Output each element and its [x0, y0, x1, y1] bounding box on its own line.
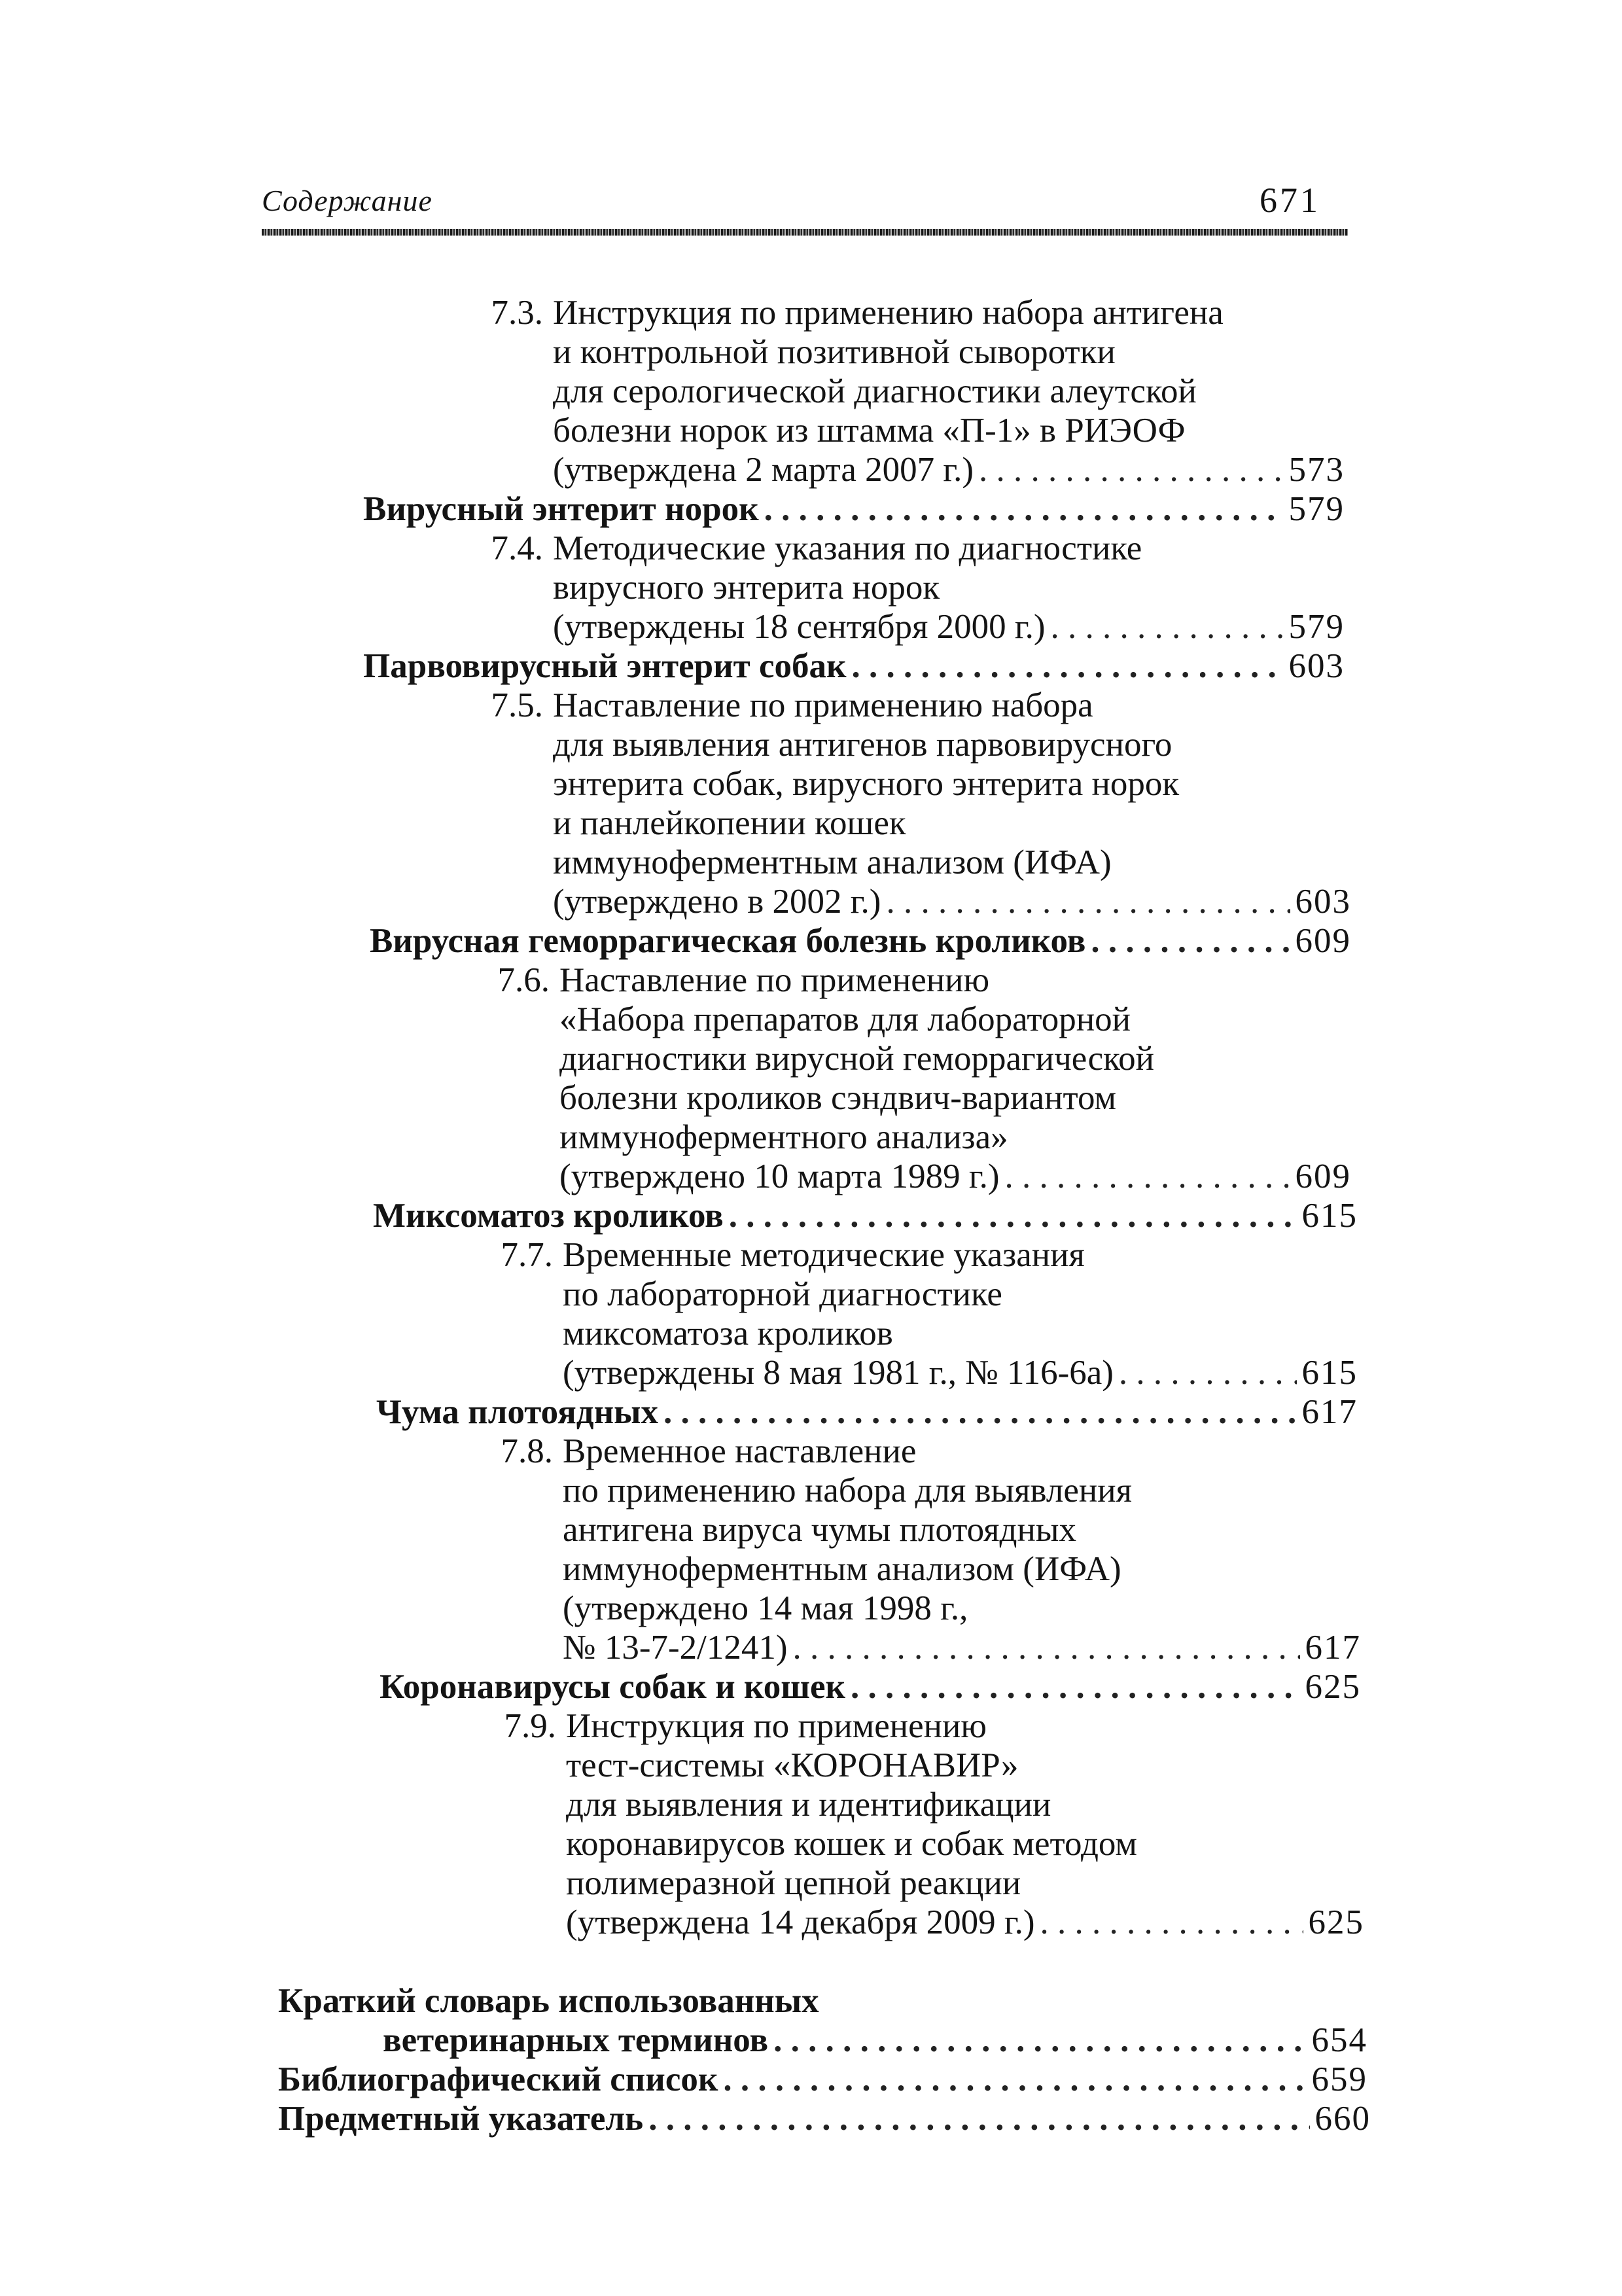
dot-leader	[1005, 1157, 1290, 1196]
toc-text-line: иммуноферментного анализа»	[559, 1118, 1008, 1156]
toc-text-line: полимеразной цепной реакции	[566, 1864, 1021, 1902]
toc-text-line: тест-системы «КОРОНАВИР»	[566, 1746, 1019, 1784]
toc-heading-text: Парвовирусный энтерит собак	[363, 647, 847, 685]
page-number: 671	[1260, 181, 1320, 220]
toc-text-line: иммуноферментным анализом (ИФА)	[553, 843, 1112, 881]
running-header-title: Содержание	[262, 184, 432, 217]
dot-leader	[1091, 921, 1290, 961]
dot-leader	[773, 2021, 1306, 2060]
toc-entry-text: (утверждена 14 декабря 2009 г.)	[566, 1903, 1035, 1941]
toc-text-line: коронавирусов кошек и собак методом	[566, 1825, 1137, 1863]
dot-leader	[852, 646, 1284, 686]
toc-page-ref: 579	[1288, 490, 1345, 528]
toc-heading-parvo-dogs[interactable]	[363, 646, 1345, 686]
toc-entry-text: (утверждены 8 мая 1981 г., № 116-6а)	[563, 1354, 1114, 1392]
section-number: 7.4.	[491, 529, 543, 567]
toc-heading-text: Вирусный энтерит норок	[363, 490, 759, 528]
toc-text-line: по лабораторной диагностике	[563, 1275, 1002, 1313]
section-number: 7.9.	[504, 1707, 556, 1745]
toc-page-ref: 654	[1311, 2021, 1367, 2059]
toc-text-line: (утверждено 14 мая 1998 г.,	[563, 1589, 968, 1627]
toc-text-line: антигена вируса чумы плотоядных	[563, 1511, 1076, 1549]
toc-text-line: «Набора препаратов для лабораторной	[559, 1000, 1131, 1038]
toc-entry-7-7[interactable]	[563, 1353, 1358, 1392]
toc-page-ref: 603	[1295, 883, 1351, 921]
toc-heading-mink-enteritis[interactable]	[363, 489, 1345, 529]
toc-page-ref: 617	[1301, 1393, 1358, 1431]
toc-text-line: по применению набора для выявления	[563, 1472, 1132, 1510]
dot-leader	[886, 882, 1290, 921]
dot-leader	[663, 1392, 1297, 1432]
dot-leader	[729, 1196, 1297, 1235]
toc-page-ref: 609	[1295, 1157, 1351, 1195]
toc-heading-text: ветеринарных терминов	[383, 2021, 769, 2059]
toc-entry-text: (утверждено 10 марта 1989 г.)	[559, 1157, 1000, 1195]
toc-text-line: болезни кроликов сэндвич-вариантом	[559, 1079, 1117, 1117]
toc-heading-rabbit-hemorrhagic[interactable]	[370, 921, 1351, 961]
toc-entry-text: (утверждена 2 марта 2007 г.)	[553, 451, 974, 489]
toc-page-ref: 660	[1314, 2100, 1371, 2138]
toc-entry-index[interactable]	[278, 2099, 1371, 2138]
toc-entry-7-3[interactable]	[553, 450, 1345, 489]
dot-leader	[648, 2099, 1309, 2138]
section-number: 7.3.	[491, 294, 543, 332]
section-number: 7.8.	[501, 1432, 553, 1470]
toc-page-ref: 617	[1305, 1629, 1361, 1667]
toc-glossary-line1: Краткий словарь использованных	[278, 1982, 819, 2020]
toc-entry-7-9[interactable]	[566, 1903, 1364, 1942]
toc-page-ref: 615	[1301, 1354, 1358, 1392]
toc-page-ref: 659	[1311, 2060, 1367, 2098]
toc-text-line: миксоматоза кроликов	[563, 1315, 893, 1352]
toc-text-line: Наставление по применению	[559, 961, 990, 999]
toc-text-line: Наставление по применению набора	[553, 686, 1093, 724]
toc-text-line: диагностики вирусной геморрагической	[559, 1040, 1155, 1078]
dot-leader	[764, 489, 1284, 529]
toc-text-line: Инструкция по применению	[566, 1707, 987, 1745]
toc-heading-text: Миксоматоз кроликов	[373, 1197, 724, 1235]
toc-entry-7-4[interactable]	[553, 607, 1345, 646]
toc-page-ref: 625	[1308, 1903, 1364, 1941]
toc-text-line: и контрольной позитивной сыворотки	[553, 333, 1116, 371]
toc-heading-text: Чума плотоядных	[376, 1393, 658, 1431]
dot-leader	[1119, 1353, 1297, 1392]
toc-text-line: для выявления антигенов парвовирусного	[553, 726, 1172, 764]
toc-entry-7-8[interactable]	[563, 1628, 1361, 1667]
toc-entry-text: (утверждено в 2002 г.)	[553, 883, 881, 921]
dot-leader	[979, 450, 1283, 489]
toc-heading-text: Вирусная геморрагическая болезнь кроликов	[370, 922, 1086, 960]
toc-text-line: Методические указания по диагностике	[553, 529, 1142, 567]
toc-text-line: для серологической диагностики алеутской	[553, 372, 1197, 410]
toc-entry-glossary[interactable]	[383, 2021, 1367, 2060]
toc-entry-text: № 13-7-2/1241)	[563, 1629, 788, 1667]
dot-leader	[723, 2060, 1306, 2099]
toc-text-line: болезни норок из штамма «П-1» в РИЭОФ	[553, 412, 1186, 450]
toc-entry-bibliography[interactable]	[278, 2060, 1367, 2099]
toc-text-line: вирусного энтерита норок	[553, 569, 940, 607]
toc-text-line: Временные методические указания	[563, 1236, 1085, 1274]
toc-text-line: энтерита собак, вирусного энтерита норок	[553, 765, 1180, 803]
toc-page-ref: 609	[1295, 922, 1351, 960]
toc-page-ref: 625	[1305, 1668, 1361, 1706]
toc-page-ref: 615	[1301, 1197, 1358, 1235]
dot-leader	[851, 1667, 1299, 1706]
section-number: 7.5.	[491, 686, 543, 724]
toc-text-line: Инструкция по применению набора антигена	[553, 294, 1224, 332]
toc-entry-7-6[interactable]	[559, 1157, 1351, 1196]
toc-text-line: для выявления и идентификации	[566, 1786, 1051, 1824]
section-number: 7.7.	[501, 1236, 553, 1274]
toc-text-line: иммуноферментным анализом (ИФА)	[563, 1550, 1121, 1588]
toc-heading-text: Предметный указатель	[278, 2100, 644, 2138]
dot-leader	[1051, 607, 1284, 646]
toc-heading-text: Коронавирусы собак и кошек	[379, 1668, 846, 1706]
dot-leader	[1040, 1903, 1303, 1942]
toc-page-ref: 573	[1288, 451, 1345, 489]
toc-heading-corona[interactable]	[379, 1667, 1361, 1706]
toc-heading-myxomatosis[interactable]	[373, 1196, 1358, 1235]
toc-heading-distemper[interactable]	[376, 1392, 1358, 1432]
toc-heading-text: Библиографический список	[278, 2060, 718, 2098]
toc-entry-text: (утверждены 18 сентября 2000 г.)	[553, 608, 1046, 646]
toc-page-ref: 579	[1288, 608, 1345, 646]
section-number: 7.6.	[497, 961, 550, 999]
toc-page-ref: 603	[1288, 647, 1345, 685]
toc-entry-7-5[interactable]	[553, 882, 1351, 921]
toc-text-line: и панлейкопении кошек	[553, 804, 906, 842]
dot-leader	[793, 1628, 1300, 1667]
toc-text-line: Временное наставление	[563, 1432, 917, 1470]
header-rule	[262, 229, 1348, 236]
